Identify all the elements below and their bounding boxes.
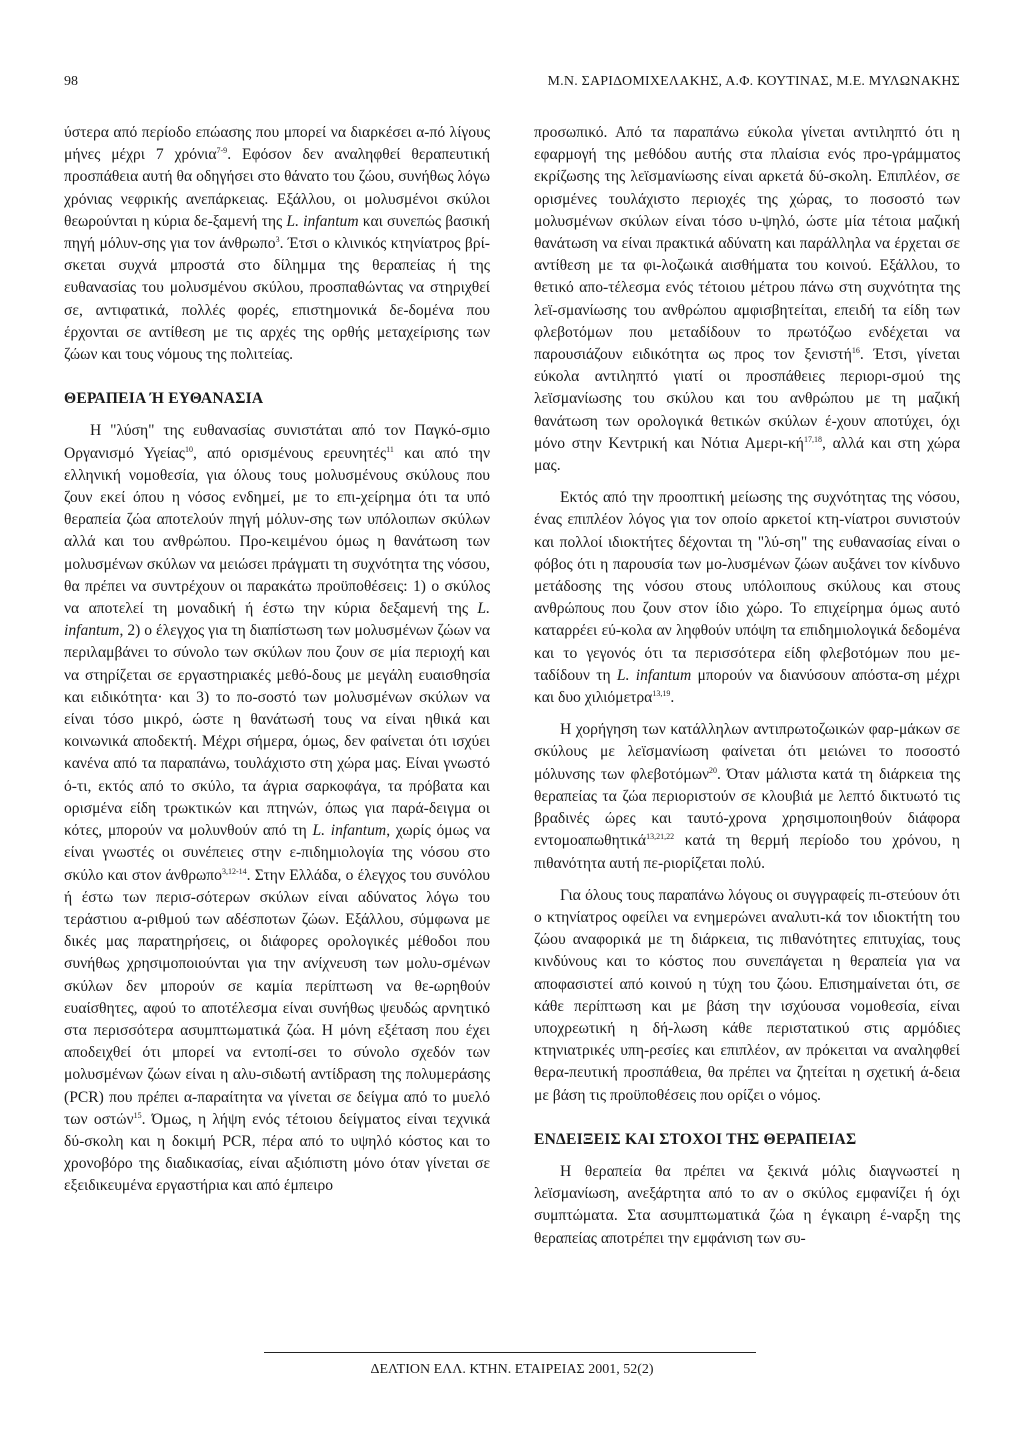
running-authors: Μ.Ν. ΣΑΡΙΔΟΜΙΧΕΛΑΚΗΣ, Α.Φ. ΚΟΥΤΙΝΑΣ, Μ.Ε. ΜΥΛΩΝΑΚΗΣ — [547, 74, 960, 89]
running-header — [64, 74, 960, 94]
right-column — [534, 122, 960, 1250]
journal-footer: ΔΕΛΤΙΟΝ ΕΛΛ. ΚΤΗΝ. ΕΤΑΙΡΕΙΑΣ 2001, 52(2) — [370, 1362, 654, 1377]
citation: 10 — [185, 444, 193, 454]
paragraph: Η θεραπεία θα πρέπει να ξεκινά μόλις διαγνωστεί η λεϊσμανίωση, ανεξάρτητα από το αν ο σκύλος εμφανίζει ή όχι συμπτώματα. Στα ασυμπτωματικά ζώα η έγκαιρη έ-ναρξη της θεραπείας αποτρέπει την εμφάνιση των συ- — [534, 1162, 960, 1247]
citation: 16 — [851, 346, 860, 356]
citation: 17,18 — [803, 434, 822, 444]
footer-rule — [264, 1352, 756, 1353]
section-heading: ΘΕΡΑΠΕΙΑ Ή ΕΥΘΑΝΑΣΙΑ — [64, 390, 264, 408]
paragraph: Η "λύση" της ευθανασίας συνιστάται από τον Παγκό-σμιο Οργανισμό Υγείας$^{10}$, από ορισμένους ερευνητές$^{11}$ και από την ελληνική νομοθεσία, για όλους τους μολυσμένους σκύλους που ζουν εκεί όπου η νόσος ενδημεί, με το επι-χείρημα ότι τα υπό θεραπεία ζώα αποτελούν πηγή μόλυν-σης των υπόλοιπων σκύλων αλλά και του ανθρώπου. Προ-κειμένου όμως η θανάτωση των μολυσμένων σκύλων να μειώσει πράγματι τη συχνότητα της νόσου, θα πρέπει να συντρέχουν οι παρακάτω προϋποθέσεις: 1) ο σκύλος να αποτελεί τη μοναδική ή έστω την κύρια δεξαμενή της L. infantum, 2) ο έλεγχος για τη διαπίστωση των μολυσμένων ζώων να περιλαμβάνει το σύνολο των σκύλων που ζουν σε μία περιοχή και να στηρίζεται σε εργαστηριακές μεθό-δους με μεγάλη ευαισθησία και ειδικότητα· και 3) το πο-σοστό των μολυσμένων σκύλων να είναι τόσο μικρό, ώστε η θανάτωσή τους να είναι ηθικά και κοινωνικά αποδεκτή. Μέχρι σήμερα, όμως, δεν φαίνεται ότι ισχύει κανένα από τα παραπάνω, τουλάχιστο στη χώρα μας. Είναι γνωστό ό-τι, εκτός από το σκύλο, τα άγρια σαρκοφάγα, τα πρόβατα και ορισμένα είδη τρωκτικών και πτηνών, όπως για παρά-δειγμα οι κότες, μπορούν να μολυνθούν από τη L. infantum, χωρίς όμως να είναι γνωστές οι συνέπειες στην ε-πιδημιολογία της νόσου στο σκύλο και στον άνθρωπο$^{3,12-14}$. Στην Ελλάδα, ο έλεγχος του συνόλου ή έστω των περισ-σότερων σκύλων είναι αδύνατος λόγω του τεράστιου α-ριθμού των αδέσποτων ζώων. Εξάλλου, σύμφωνα με δικές μας παρατηρήσεις, οι διάφορες ορολογικές μέθοδοι που συνήθως χρησιμοποιούνται για την ανίχνευση των μολυ-σμένων σκύλων δεν μπορούν σε καμία περίπτωση να θε-ωρηθούν ευαίσθητες, αφού το αποτέλεσμα είναι συνήθως ψευδώς αρνητικό στα περισσότερα ασυμπτωματικά ζώα. Η μόνη εξέταση που έχει αποδειχθεί ότι μπορεί να εντοπί-σει το σύνολο σχεδόν των μολυσμένων ζώων είναι η αλυ-σιδωτή αντίδραση της πολυμεράσης (PCR) που πρέπει α-παραίτητα να γίνεται σε δείγμα από το μυελό των οστών$^{15}$. Όμως, η λήψη ενός τέτοιου δείγματος είναι τεχνικά δύ-σκολη και η δοκιμή PCR, πέρα από το υψηλό κόστος και το χρονοβόρο της διαδικασίας, είναι αξιόπιστη μόνο όταν γίνεται σε εξειδικευμένα εργαστήρια και από έμπειρο — [64, 422, 491, 1195]
citation: 11 — [386, 444, 394, 454]
citation: 7-9 — [216, 146, 228, 156]
section-heading: ΕΝΔΕΙΞΕΙΣ ΚΑΙ ΣΤΟΧΟΙ ΤΗΣ ΘΕΡΑΠΕΙΑΣ — [534, 1130, 857, 1148]
citation: 20 — [709, 765, 718, 775]
citation: 13,19 — [652, 689, 671, 699]
page-number: 98 — [64, 74, 78, 89]
citation: 15 — [133, 1110, 142, 1120]
paragraph: Για όλους τους παραπάνω λόγους οι συγγραφείς πι-στεύουν ότι ο κτηνίατρος οφείλει να ενημερώνει αναλυτι-κά τον ιδιοκτήτη του ζώου αναφορικά με τη διάρκεια, τις πιθανότητες επιτυχίας, τους κινδύνους και το κόστος που συνεπάγεται η θεραπεία για να αποφασιστεί από κοινού η τύχη του ζώου. Επισημαίνεται ότι, σε κάθε περίπτωση και με βάση την ισχύουσα νομοθεσία, είναι υποχρεωτική η δή-λωση κάθε περιστατικού στις αρμόδιες κτηνιατρικές υπη-ρεσίες και επιπλέον, αν πρόκειται να αναληφθεί θερα-πευτική προσπάθεια, θα πρέπει να ζητείται η σχετική ά-δεια με βάση τις προϋποθέσεις που ορίζει ο νόμος. — [534, 886, 960, 1104]
paragraph: ύστερα από περίοδο επώασης που μπορεί να διαρκέσει α-πό λίγους μήνες μέχρι 7 χρόνια$^{7-9}$. Εφόσον δεν αναληφθεί θεραπευτική προσπάθεια αυτή θα οδηγήσει στο θάνατο του ζώου, συνήθως λόγω χρόνιας νεφρικής ανεπάρκειας. Εξάλλου, οι μολυσμένοι σκύλοι θεωρούνται η κύρια δε-ξαμενή της L. infantum και συνεπώς βασική πηγή μόλυν-σης για τον άνθρωπο$^3$. Έτσι ο κλινικός κτηνίατρος βρί-σκεται συχνά μπροστά στο δίλημμα της θεραπείας ή της ευθανασίας του μολυσμένου σκύλου, προσπαθώντας να στηριχθεί σε, αντιφατικά, πολλές φορές, επιστημονικά δε-δομένα που έρχονται σε αντίθεση με τις αρχές της ορθής μεταχείρισης των ζώων και τους νόμους της πολιτείας. — [64, 124, 490, 364]
left-column — [64, 122, 490, 1198]
paragraph: προσωπικό. Από τα παραπάνω εύκολα γίνεται αντιληπτό ότι η εφαρμογή της μεθόδου αυτής στα πλαίσια ενός προ-γράμματος εκρίζωσης της λεϊσμανίωσης είναι αρκετά δύ-σκολη. Επιπλέον, σε ορισμένες τουλάχιστο περιοχές της χώρας, το ποσοστό των μολυσμένων σκύλων είναι τόσο υ-ψηλό, ώστε μία τέτοια μαζική θανάτωση να είναι πρακτικά αδύνατη και παράλληλα να έρχεται σε αντίθεση με τα φι-λοζωικά αισθήματα του κοινού. Εξάλλου, το θετικό απο-τέλεσμα ενός τέτοιου μέτρου πάνω στη συχνότητα της λεϊ-σμανίωσης του ανθρώπου αμφισβητείται, επειδή τα είδη των φλεβοτόμων που μεταδίδουν το πρωτόζωο ενδέχεται να παρουσιάζουν ειδικότητα ως προς τον ξενιστή$^{16}$. Έτσι, γίνεται εύκολα αντιληπτό γιατί οι προσπάθειες περιορι-σμού της λεϊσμανίωσης του σκύλου και του ανθρώπου με τη μαζική θανάτωση των ορολογικά θετικών σκύλων έ-χουν αποτύχει, όχι μόνο στην Κεντρική και Νότια Αμερι-κή$^{17,18}$, αλλά και στη χώρα μας. — [534, 124, 960, 475]
paragraph: Εκτός από την προοπτική μείωσης της συχνότητας της νόσου, ένας επιπλέον λόγος για τον οποίο αρκετοί κτη-νίατροι συνιστούν και πολλοί ιδιοκτήτες δέχονται τη "λύ-ση" της ευθανασίας είναι ο φόβος ότι η παρουσία των μο-λυσμένων ζώων αυξάνει τον κίνδυνο μετάδοσης της νόσου στους υπόλοιπους σκύλους και στους ανθρώπους που ζουν στον ίδιο χώρο. Το επιχείρημα όμως αυτό καταρρέει εύ-κολα αν ληφθούν υπόψη τα επιδημιολογικά δεδομένα και το γεγονός ότι τα περισσότερα είδη φλεβοτόμων που με-ταδίδουν τη L. infantum μπορούν να διανύσουν απόστα-ση μέχρι και δυο χιλιόμετρα$^{13,19}$. — [534, 489, 960, 707]
citation: 3 — [275, 235, 280, 245]
citation: 3,12-14 — [221, 866, 247, 876]
paragraph: Η χορήγηση των κατάλληλων αντιπρωτοζωικών φαρ-μάκων σε σκύλους με λεϊσμανίωση φαίνεται ότι μειώνει το ποσοστό μόλυνσης των φλεβοτόμων$^{20}$. Όταν μάλιστα κατά τη διάρκεια της θεραπείας τα ζώα περιοριστούν σε κλουβιά με λεπτό δικτυωτό τις βραδινές ώρες και ταυτό-χρονα χρησιμοποιηθούν διάφορα εντομοαπωθητικά$^{13,21,22}$ κατά τη θερμή περίοδο του χρόνου, η πιθανότητα αυτή πε-ριορίζεται πολύ. — [534, 721, 960, 872]
citation: 13,21,22 — [646, 832, 675, 842]
